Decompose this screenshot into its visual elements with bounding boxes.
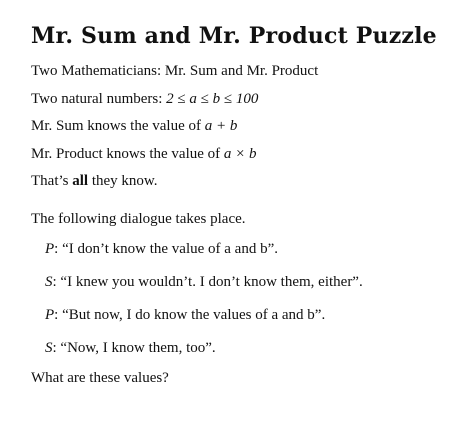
intro-line-product xyxy=(31,141,441,169)
intro-line-sum xyxy=(31,113,441,141)
dialogue-text: : “Now, I know them, too”. xyxy=(52,340,216,356)
dialogue-text: : “I knew you wouldn’t. I don’t know them, either”. xyxy=(52,274,363,290)
dialogue-intro: The following dialogue takes place. xyxy=(31,210,246,227)
question-line: What are these values? xyxy=(31,370,169,386)
puzzle-document xyxy=(31,22,441,393)
dialogue-text: : “I don’t know the value of a and b”. xyxy=(54,241,278,257)
emphasis-text: all xyxy=(72,173,89,189)
intro-text: they know. xyxy=(88,173,158,189)
intro-text: Two Mathematicians: Mr. Sum and Mr. Product xyxy=(31,63,319,79)
math-expression: a + b xyxy=(204,118,238,134)
speaker-label: S xyxy=(45,274,53,290)
intro-text: Mr. Product knows the value of xyxy=(31,145,224,162)
intro-line-all xyxy=(31,168,441,196)
speaker-label: P xyxy=(45,307,55,323)
intro-line-mathematicians xyxy=(31,58,441,86)
intro-line-numbers xyxy=(31,86,441,114)
page-title: Mr. Sum and Mr. Product Puzzle xyxy=(31,23,437,49)
dialogue-line xyxy=(31,233,441,266)
dialogue-line xyxy=(31,266,441,299)
math-expression: 2 ≤ a ≤ b ≤ 100 xyxy=(166,90,259,107)
dialogue-line xyxy=(31,299,441,332)
speaker-label: P xyxy=(45,241,55,257)
intro-text: Two natural numbers: xyxy=(31,90,167,107)
dialogue-line xyxy=(31,332,441,365)
dialogue-text: : “But now, I do know the values of a and b”. xyxy=(54,307,326,323)
math-expression: a × b xyxy=(223,145,257,162)
intro-text: Mr. Sum knows the value of xyxy=(31,118,205,134)
intro-text: That’s xyxy=(31,173,73,189)
speaker-label: S xyxy=(45,340,53,356)
